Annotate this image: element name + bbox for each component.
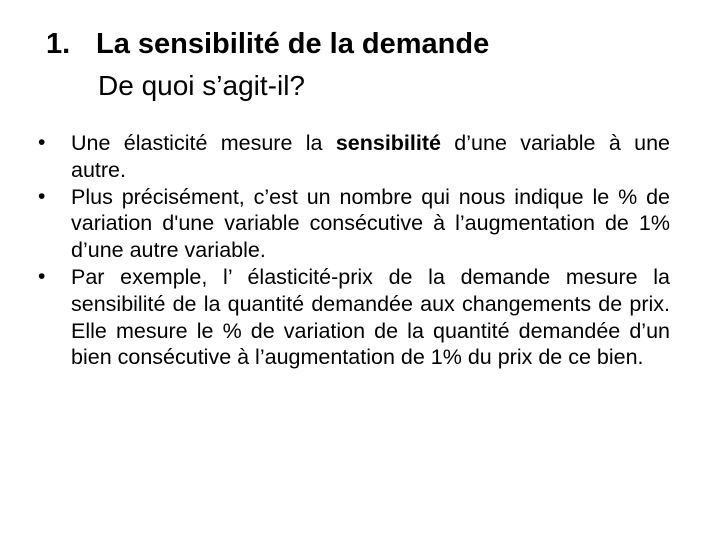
bullet-marker: •	[38, 184, 46, 208]
title-main: La sensibilité de la demande	[96, 28, 490, 60]
bullet-item-1	[38, 130, 670, 184]
bullet-1-text-before: Une élasticité mesure la	[71, 131, 336, 155]
title-number: 1.	[46, 28, 71, 60]
bullet-2-text: Plus précisément, c’est un nombre qui nous indique le % de variation d'une variable consécutive à l’augmentation de 1% d’une autre variable.	[71, 184, 670, 263]
bullet-item-2	[38, 184, 670, 264]
title-subtitle: De quoi s’agit-il?	[98, 70, 305, 101]
bullet-list	[38, 130, 670, 371]
bullet-3-text: Par exemple, l’ élasticité-prix de la demande mesure la sensibilité de la quantité demandée aux changements de prix. Elle mesure le % de variation de la quantité demandée d’un bien consécutive à l’augmentation de 1% du prix de ce bien.	[71, 264, 670, 370]
slide-title	[46, 22, 686, 106]
title-main-line	[46, 22, 686, 66]
bullet-marker: •	[38, 264, 46, 288]
bullet-item-3	[38, 264, 670, 371]
bullet-1-text-after: d’une variable à une autre.	[71, 131, 670, 182]
bullet-marker: •	[38, 131, 46, 154]
bullet-1-emphasis: sensibilité	[335, 131, 441, 155]
